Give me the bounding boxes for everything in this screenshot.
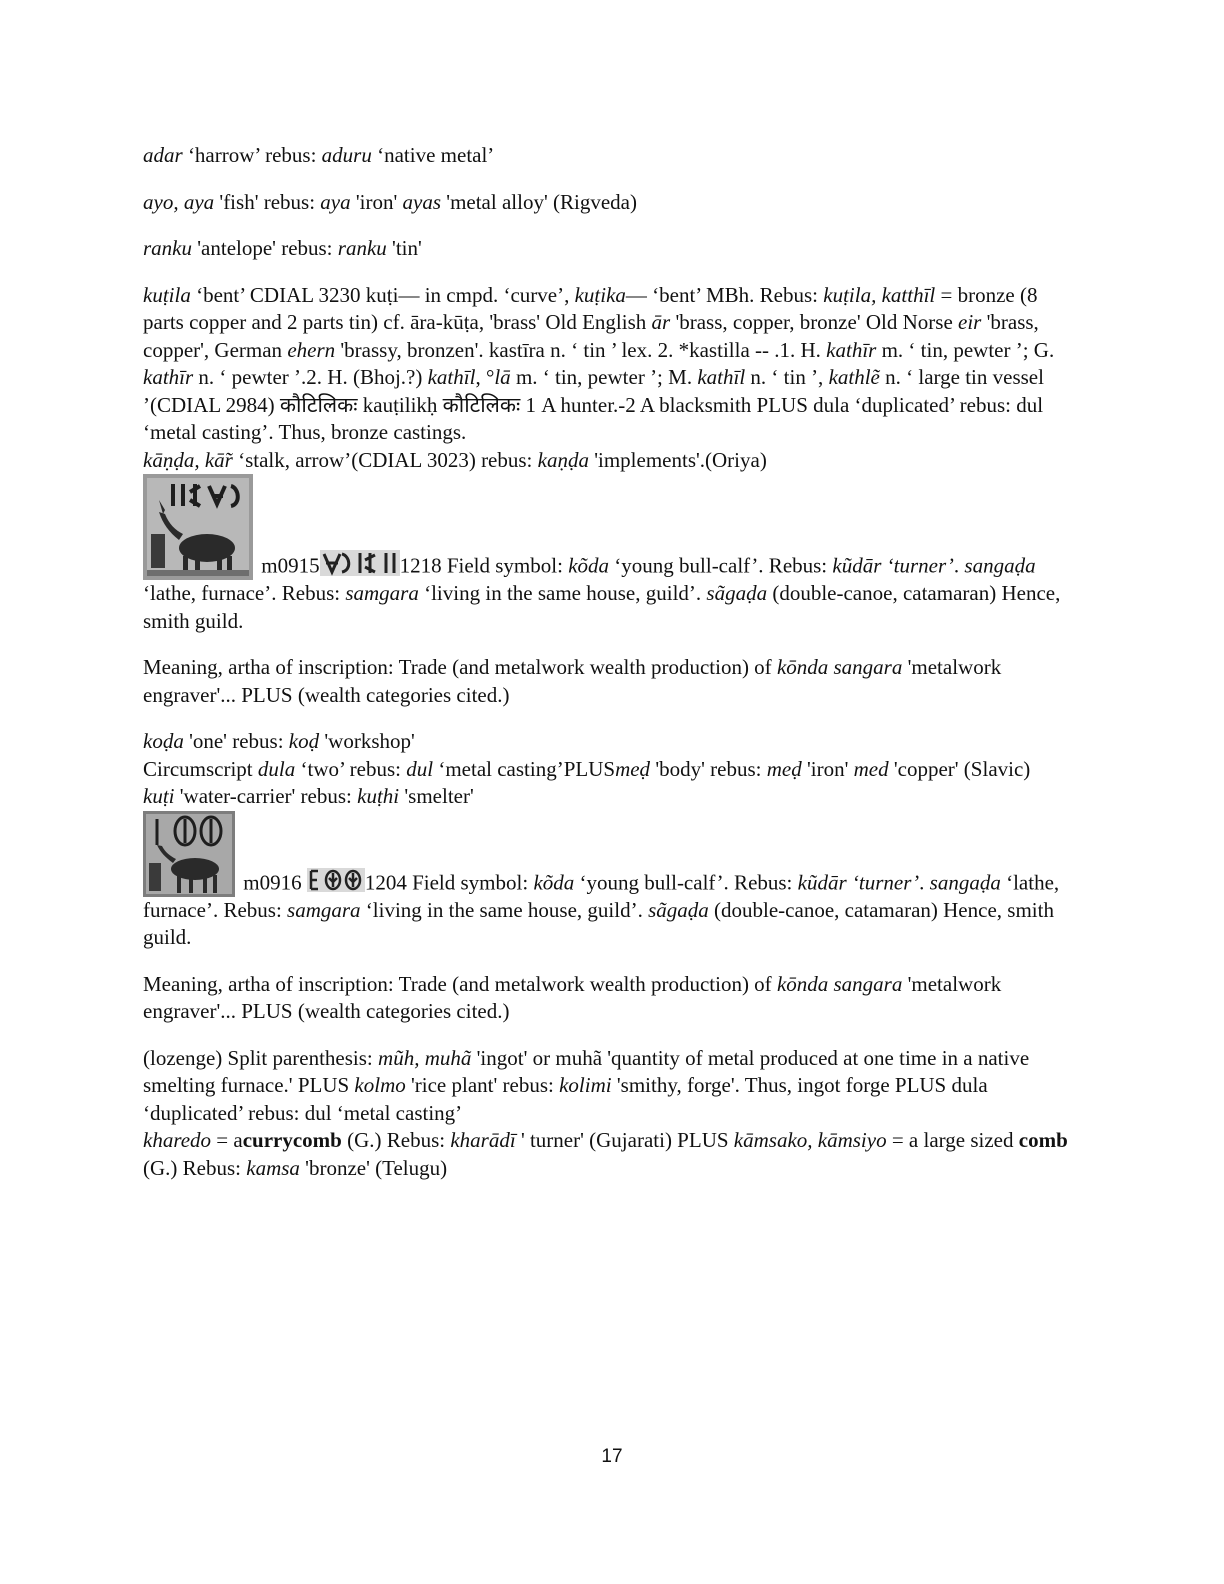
inscription-signs-m0916 [307,868,365,892]
page-body [143,142,1083,1182]
paragraph-kanda: kāṇḍa, kā̃r ‘stalk, arrow’(CDIAL 3023) rebus: kaṇḍa 'implements'.(Oriya) [143,447,767,472]
paragraph-ranku: ranku 'antelope' rebus: ranku 'tin' [143,236,422,260]
paragraph-adar: adar ‘harrow’ rebus: aduru ‘native metal’ [143,143,495,167]
paragraph-ayo: ayo, aya 'fish' rebus: aya 'iron' ayas 'metal alloy' (Rigveda) [143,189,637,214]
paragraph-circumscript: Circumscript dula ‘two’ rebus: dul ‘metal casting’PLUSmeḍ 'body' rebus: meḍ 'iron' med 'copper' (Slavic) [143,756,1031,781]
inscription-signs-m0915 [320,550,400,576]
paragraph-seal-m0915: m0915 1218 Field symbol: kõda ‘young bull-calf’. Rebus: kũdār ‘turner’. sangaḍa ‘lathe, furnace’. Rebus: samgara ‘living in the same house, guild’. sãgaḍa (double-canoe, catamaran) Hence, smith guild. [143,474,1083,635]
paragraph-kuti: kuṭi 'water-carrier' rebus: kuṭhi 'smelter' [143,784,474,808]
paragraph-kharedo: kharedo = acurrycomb (G.) Rebus: kharādī ' turner' (Gujarati) PLUS kāmsako, kāmsiyo = a large sized comb (G.) Rebus: kamsa 'bronze' (Telugu) [143,1128,1068,1180]
paragraph-meaning-2: Meaning, artha of inscription: Trade (and metalwork wealth production) of kōnda sangara 'metalwork engraver'... PLUS (wealth categories cited.) [143,971,1002,1023]
paragraph-kutila: kuṭila ‘bent’ CDIAL 3230 kuṭi— in cmpd. ‘curve’, kuṭika— ‘bent’ MBh. Rebus: kuṭila, katthīl = bronze (8 parts copper and 2 parts tin) cf. āra-kūṭa, 'brass' Old English ār 'brass, copper, bronze' Old Norse eir 'brass, copper', German ehern 'brassy, bronzen'. kastīra n. ‘ tin ’ lex. 2. *kastilla -- .1. H. kathīr m. ‘ tin, pewter ’; G. kathīr n. ‘ pewter ’.2. H. (Bhoj.?) kathīl, °lā m. ‘ tin, pewter ’; M. kathīl n. ‘ tin ’, kathlẽ n. ‘ large tin vessel ’(CDIAL 2984) कौटिलिकः kauṭilikḥ कौटिलिकः 1 A hunter.-2 A blacksmith PLUS dula ‘duplicated’ rebus: dul ‘metal casting’. Thus, bronze castings. [143,282,1055,444]
paragraph-lozenge: (lozenge) Split parenthesis: mũh, muhã 'ingot' or muhã 'quantity of metal produced at one time in a native smelting furnace.' PLUS kolmo 'rice plant' rebus: kolimi 'smithy, forge'. Thus, ingot forge PLUS dula ‘duplicated’ rebus: dul ‘metal casting’ [143,1045,1030,1125]
paragraph-meaning-1: Meaning, artha of inscription: Trade (and metalwork wealth production) of kōnda sangara 'metalwork engraver'... PLUS (wealth categories cited.) [143,655,1002,707]
paragraph-seal-m0916: m0916 1204 Field symbol: kõda ‘young bull-calf’. Rebus: kũdār ‘turner’. sangaḍa ‘lathe, furnace’. Rebus: samgara ‘living in the same house, guild’. sãgaḍa (double-canoe, catamaran) Hence, smith guild. [143,811,1083,952]
paragraph-koda: koḍa 'one' rebus: koḍ 'workshop' [143,729,415,753]
seal-image-m0915 [143,474,253,580]
page-number: 17 [601,1446,623,1467]
seal-image-m0916 [143,811,235,897]
